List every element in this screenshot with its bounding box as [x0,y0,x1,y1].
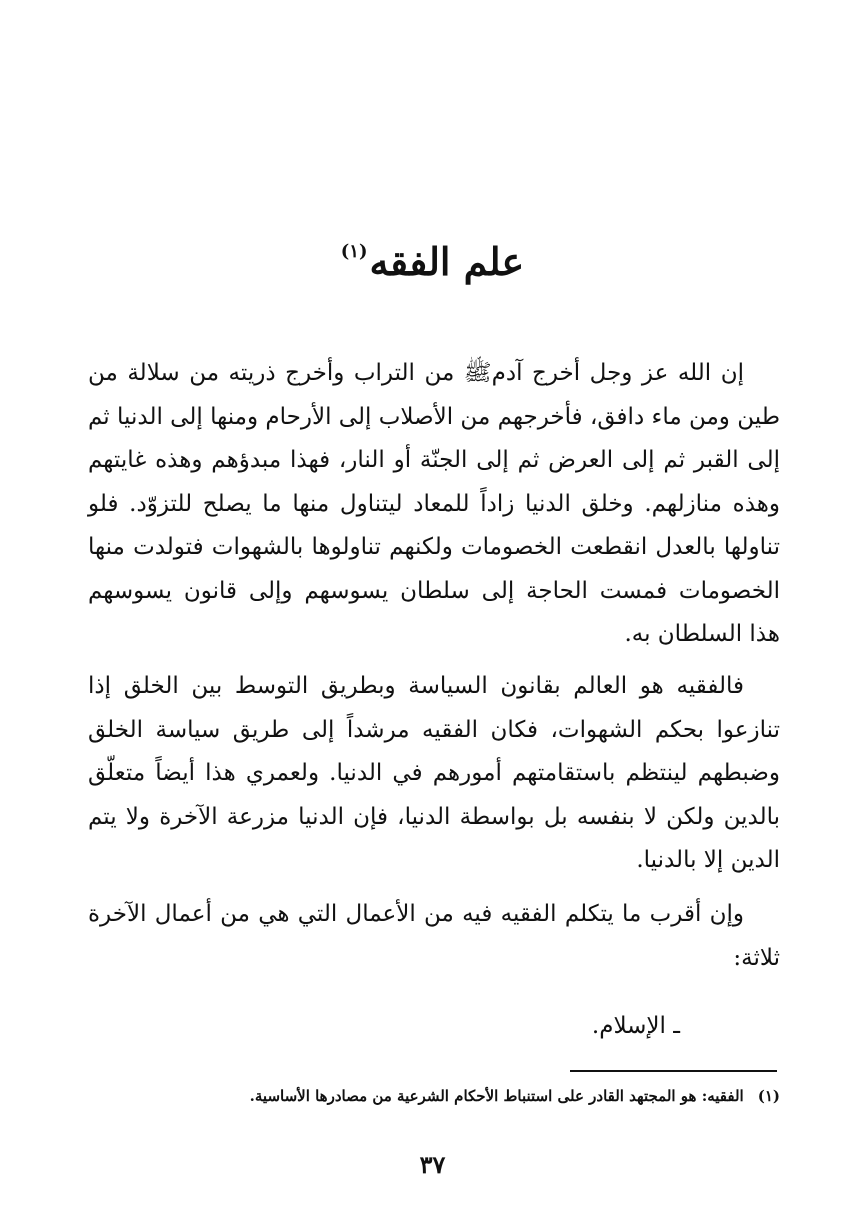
page-number: ٣٧ [419,1150,446,1179]
paragraph-1 [88,352,780,657]
footnote-text: الفقيه: هو المجتهد القادر على استنباط الأحكام الشرعية من مصادرها الأساسية. [249,1087,744,1105]
list-item-text: ـ الإسلام. [591,1013,680,1039]
paragraph-text: وإن أقرب ما يتكلم الفقيه فيه من الأعمال التي هي من أعمال الآخرة ثلاثة: [88,901,780,971]
paragraph-text: إن الله عز وجل أخرج آدمﷺ من التراب وأخرج ذريته من سلالة من طين ومن ماء دافق، فأخرجهم من الأصلاب إلى الأرحام ومنها إلى الدنيا ثم إلى القبر ثم إلى العرض ثم إلى الجنّة أو النار، فهذا مبدؤهم وهذه غايتهم وهذه منازلهم. وخلق الدنيا زاداً للمعاد ليتناول منها ما يصلح للتزوّد. فلو تناولها بالعدل انقطعت الخصومات ولكنهم تناولوها بالشهوات فتولدت منها الخصومات فمست الحاجة إلى سلطان يسوسهم وإلى قانون يسوسهم هذا السلطان به. [88,360,781,647]
chapter-title-text: علم الفقه [369,239,525,284]
paragraph-2 [88,665,780,883]
chapter-title [0,222,865,292]
paragraph-3 [88,893,780,980]
footnote-divider [570,1070,777,1072]
paragraph-text: فالفقيه هو العالم بقانون السياسة وبطريق التوسط بين الخلق إذا تنازعوا بحكم الشهوات، فكان الفقيه مرشداً إلى طريق سياسة الخلق وضبطهم لينتظم باستقامتهم أمورهم في الدنيا. ولعمري هذا أيضاً متعلّق بالدين ولكن لا بنفسه بل بواسطة الدنيا، فإن الدنيا مزرعة الآخرة ولا يتم الدين إلا بالدنيا. [88,673,780,873]
footnote [88,1081,780,1111]
footnote-number: (١) [757,1087,780,1105]
list-item [88,1005,780,1048]
footnote-reference: (١) [340,241,368,262]
